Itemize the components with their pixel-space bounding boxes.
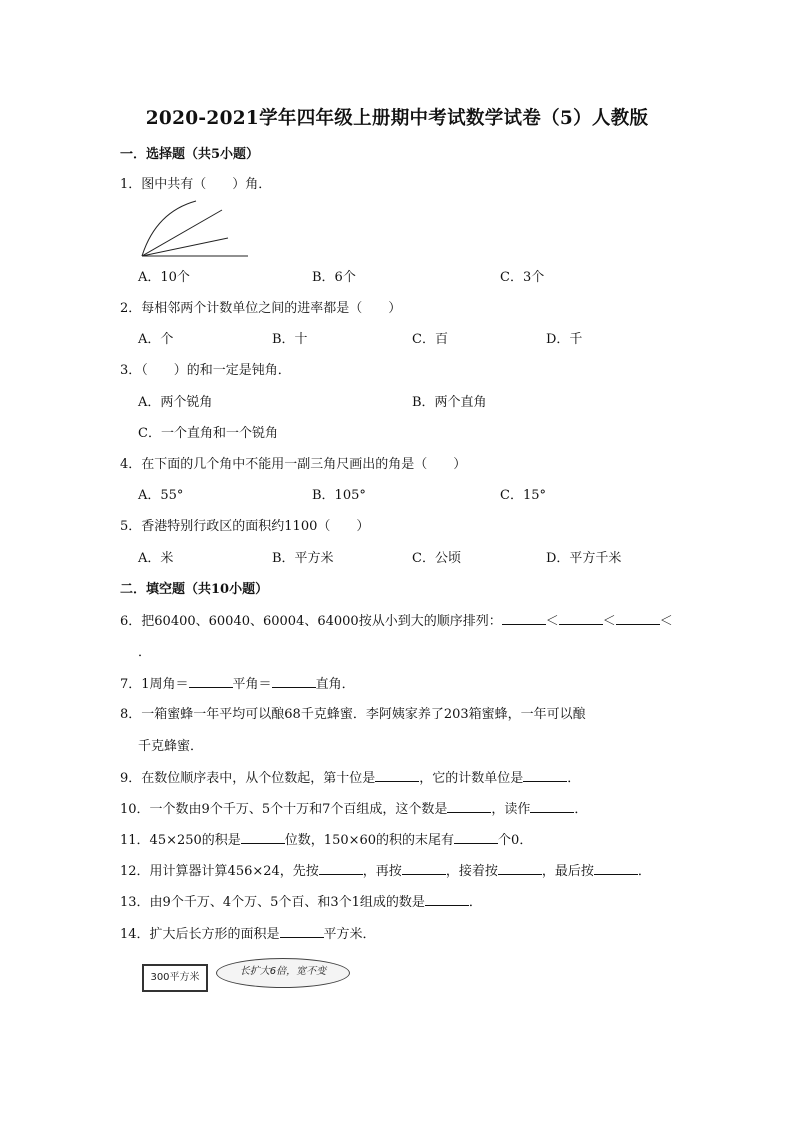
area-box-label: 300平方米 [150, 972, 200, 983]
q10-text-2: ，读作 [491, 802, 531, 817]
answer-blank[interactable] [559, 612, 603, 625]
q11-text-2: 位数，150×60的积的末尾有 [284, 833, 455, 848]
answer-blank[interactable] [319, 862, 363, 875]
q3-option-a: A．两个锐角 [138, 395, 213, 410]
q1-option-a: A．10个 [138, 270, 190, 285]
q7-text-3: 直角． [315, 677, 355, 692]
q8-text-2: 千克蜂蜜． [138, 739, 204, 754]
q4-option-b: B．105° [312, 488, 366, 503]
q6-end: ． [138, 645, 152, 660]
answer-blank[interactable] [402, 862, 446, 875]
q13-text-2: ． [468, 895, 482, 910]
answer-blank[interactable] [530, 800, 574, 813]
answer-blank[interactable] [498, 862, 542, 875]
less-than-sign: ＜ [545, 614, 559, 629]
q4-option-a: A．55° [138, 488, 184, 503]
exam-title: 2020-2021学年四年级上册期中考试数学试卷（5）人教版 [145, 108, 649, 129]
hint-oval [216, 958, 350, 988]
question-2: 2．每相邻两个计数单位之间的进率都是（ ） [120, 301, 402, 316]
q10-text-1: 10．一个数由9个千万、5个十万和7个百组成，这个数是 [120, 802, 448, 817]
question-1: 1．图中共有（ ）角． [120, 177, 272, 192]
q5-option-d: D．平方千米 [546, 551, 622, 566]
q6-text: 6．把60400、60040、60004、64000按从小到大的顺序排列： [120, 614, 502, 629]
question-10 [120, 800, 587, 819]
question-3: 3．（ ）的和一定是钝角． [120, 363, 291, 378]
answer-blank[interactable] [425, 893, 469, 906]
rectangle-figure [138, 952, 354, 1004]
q10-text-3: ． [574, 802, 588, 817]
question-14 [120, 925, 376, 944]
q2-option-a: A．个 [138, 332, 174, 347]
q5-option-c: C．公顷 [412, 551, 461, 566]
question-11 [120, 831, 532, 850]
q9-text-1: 9．在数位顺序表中，从个位数起，第十位是 [120, 771, 376, 786]
q2-option-d: D．千 [546, 332, 583, 347]
q11-text-3: 个0． [498, 833, 533, 848]
q7-text-2: 平角＝ [232, 677, 272, 692]
q14-text-2: 平方米． [323, 927, 376, 942]
answer-blank[interactable] [616, 612, 660, 625]
q3-option-c: C．一个直角和一个锐角 [138, 426, 278, 441]
q5-option-b: B．平方米 [272, 551, 334, 566]
angle-figure [138, 198, 253, 260]
question-8: 8．一箱蜜蜂一年平均可以酿68千克蜂蜜．李阿姨家养了203箱蜜蜂，一年可以酿 [120, 707, 586, 722]
q12-text-2: ，再按 [362, 864, 402, 879]
area-box [142, 964, 208, 992]
q12-text-3: ，接着按 [445, 864, 498, 879]
section-choice-heading: 一．选择题（共5小题） [120, 147, 260, 162]
q2-option-c: C．百 [412, 332, 448, 347]
q12-text-1: 12．用计算器计算456×24，先按 [120, 864, 319, 879]
answer-blank[interactable] [454, 831, 498, 844]
less-than-sign: ＜ [659, 614, 673, 629]
question-12 [120, 862, 651, 881]
q3-option-b: B．两个直角 [412, 395, 487, 410]
answer-blank[interactable] [502, 612, 546, 625]
q5-option-a: A．米 [138, 551, 174, 566]
answer-blank[interactable] [523, 769, 567, 782]
q6-continuation [138, 644, 151, 662]
answer-blank[interactable] [189, 675, 233, 688]
q12-text-4: ，最后按 [541, 864, 594, 879]
question-4: 4．在下面的几个角中不能用一副三角尺画出的角是（ ） [120, 457, 467, 472]
less-than-sign: ＜ [602, 614, 616, 629]
q1-option-b: B．6个 [312, 270, 356, 285]
question-5: 5．香港特别行政区的面积约1100（ ） [120, 519, 370, 534]
q14-text-1: 14．扩大后长方形的面积是 [120, 927, 280, 942]
answer-blank[interactable] [272, 675, 316, 688]
question-13 [120, 893, 482, 912]
answer-blank[interactable] [375, 769, 419, 782]
answer-blank[interactable] [280, 925, 324, 938]
hint-oval-label: 长扩大6倍，宽不变 [239, 966, 327, 977]
q9-text-2: ，它的计数单位是 [419, 771, 524, 786]
q4-option-c: C．15° [500, 488, 546, 503]
question-9 [120, 769, 580, 788]
answer-blank[interactable] [594, 862, 638, 875]
q7-text-1: 7．1周角＝ [120, 677, 189, 692]
question-7 [120, 675, 355, 694]
q2-option-b: B．十 [272, 332, 308, 347]
q12-text-5: ． [637, 864, 651, 879]
answer-blank[interactable] [241, 831, 285, 844]
q13-text-1: 13．由9个千万、4个万、5个百、和3个1组成的数是 [120, 895, 425, 910]
answer-blank[interactable] [447, 800, 491, 813]
question-8-continuation [138, 738, 203, 756]
question-6 [120, 612, 673, 631]
section-fill-heading: 二．填空题（共10小题） [120, 582, 269, 597]
q9-text-3: ． [567, 771, 581, 786]
q11-text-1: 11．45×250的积是 [120, 833, 241, 848]
q1-option-c: C．3个 [500, 270, 545, 285]
